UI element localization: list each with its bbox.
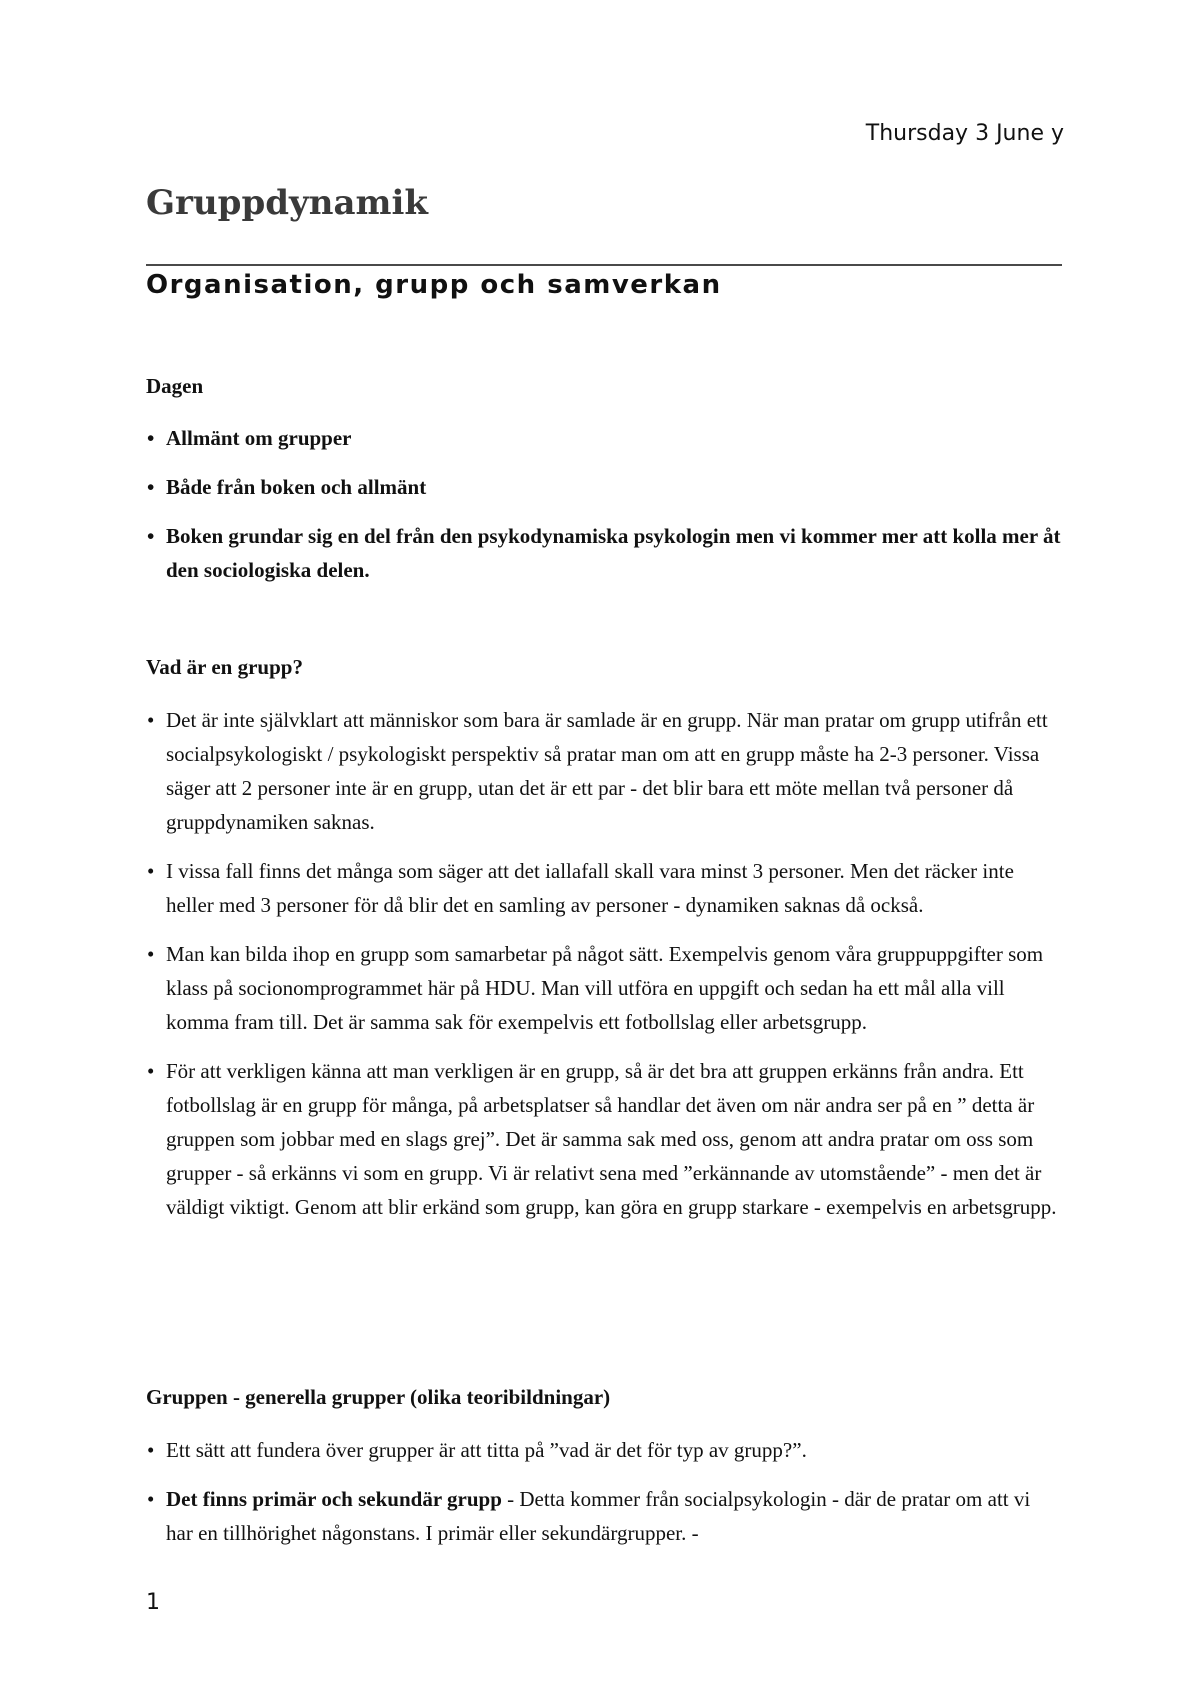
vad-ar-en-grupp-list bbox=[146, 703, 1062, 1239]
bullet-icon: • bbox=[147, 859, 155, 883]
date-header: Thursday 3 June y bbox=[865, 121, 1064, 146]
list-item: • Det är inte självklart att människor som bara är samlade är en grupp. När man pratar om grupp utifrån ett socialpsykologiskt / psykologiskt perspektiv så pratar man om att en grupp måste ha 2-3 personer. Vissa säger att 2 personer inte är en grupp, utan det är ett par - det blir bara ett möte mellan två personer då gruppdynamiken saknas. bbox=[146, 703, 1062, 839]
list-item: • Boken grundar sig en del från den psykodynamiska psykologin men vi kommer mer att kolla mer åt den sociologiska delen. bbox=[146, 519, 1062, 587]
bullet-icon: • bbox=[147, 1059, 155, 1083]
section-heading-dagen: Dagen bbox=[146, 374, 204, 398]
list-item: • För att verkligen känna att man verkligen är en grupp, så är det bra att gruppen erkänns från andra. Ett fotbollslag är en grupp för många, på arbetsplatser så handlar det även om när andra ser på en ” detta är gruppen som jobbar med en slags grej”. Det är samma sak med oss, genom att andra pratar om oss som grupper - så erkänns vi som en grupp. Vi är relativt sena med ”erkännande av utomstående” - men det är väldigt viktigt. Genom att blir erkänd som grupp, kan göra en grupp starkare - exempelvis en arbetsgrupp. bbox=[146, 1054, 1062, 1224]
gruppen-list bbox=[146, 1433, 1062, 1565]
page-number: 1 bbox=[146, 1590, 160, 1615]
bullet-icon: • bbox=[147, 524, 155, 548]
list-item: • Det finns primär och sekundär grupp - Detta kommer från socialpsykologin - där de pratar om att vi har en tillhörighet någonstans. I primär eller sekundärgrupper. - bbox=[146, 1482, 1062, 1550]
bullet-icon: • bbox=[147, 1487, 155, 1511]
document-subtitle: Organisation, grupp och samverkan bbox=[146, 270, 722, 300]
list-item: • Man kan bilda ihop en grupp som samarbetar på något sätt. Exempelvis genom våra gruppuppgifter som klass på socionomprogrammet här på HDU. Man vill utföra en uppgift och sedan ha ett mål alla vill komma fram till. Det är samma sak för exempelvis ett fotbollslag eller arbetsgrupp. bbox=[146, 937, 1062, 1039]
dagen-list bbox=[146, 421, 1062, 602]
bullet-icon: • bbox=[147, 475, 155, 499]
list-item: • I vissa fall finns det många som säger att det iallafall skall vara minst 3 personer. Men det räcker inte heller med 3 personer för då blir det en samling av personer - dynamiken saknas då också. bbox=[146, 854, 1062, 922]
title-divider bbox=[146, 264, 1062, 266]
item-lead-text: Det finns primär och sekundär grupp bbox=[166, 1487, 502, 1511]
bullet-icon: • bbox=[147, 942, 155, 966]
list-item: • Ett sätt att fundera över grupper är att titta på ”vad är det för typ av grupp?”. bbox=[146, 1433, 1062, 1467]
bullet-icon: • bbox=[147, 426, 155, 450]
section-heading-vad-ar-en-grupp: Vad är en grupp? bbox=[146, 655, 303, 679]
section-heading-gruppen: Gruppen - generella grupper (olika teoribildningar) bbox=[146, 1385, 611, 1409]
list-item: • Både från boken och allmänt bbox=[146, 470, 1062, 504]
list-item: • Allmänt om grupper bbox=[146, 421, 1062, 455]
document-title: Gruppdynamik bbox=[146, 183, 428, 223]
bullet-icon: • bbox=[147, 1438, 155, 1462]
bullet-icon: • bbox=[147, 708, 155, 732]
